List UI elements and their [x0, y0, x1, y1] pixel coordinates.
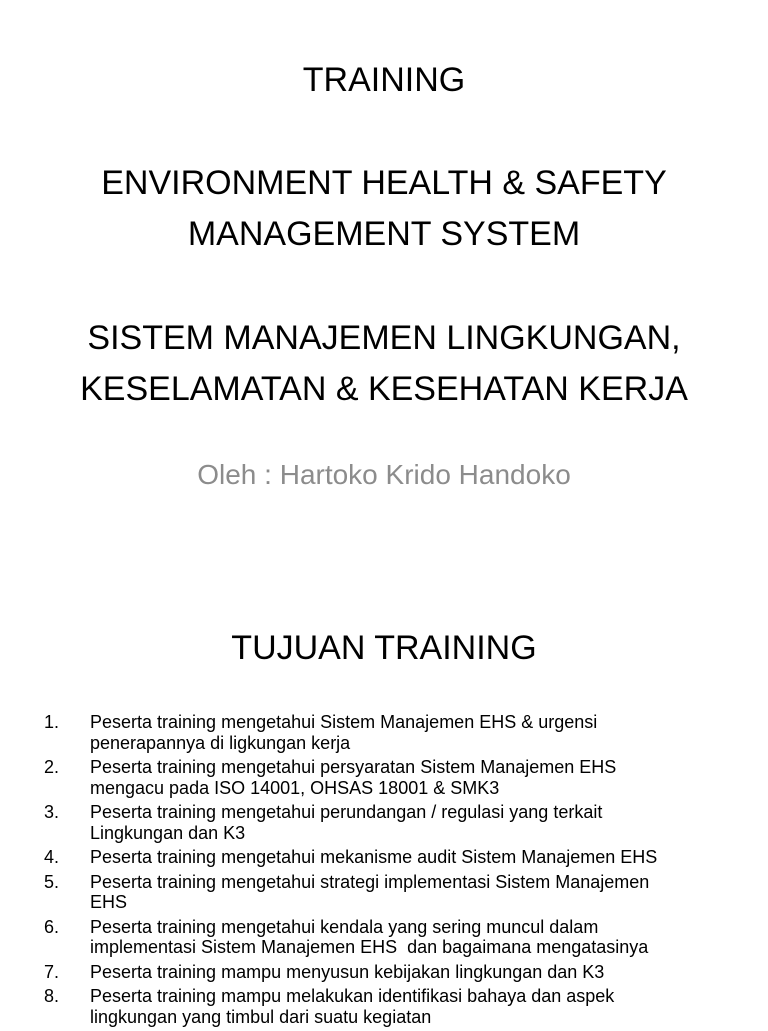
list-item-line: penerapannya di ligkungan kerja	[90, 732, 351, 753]
list-item-number: 3.	[44, 802, 60, 822]
list-item-text	[90, 962, 744, 983]
list-item-line: Peserta training mengetahui persyaratan Sistem Manajemen EHS	[90, 757, 617, 777]
list-item-line: mengacu pada ISO 14001, OHSAS 18001 & SMK3	[90, 777, 500, 798]
title-training: TRAINING	[302, 61, 466, 99]
list-item-text	[90, 847, 744, 868]
objectives-heading: TUJUAN TRAINING	[231, 629, 537, 667]
list-item	[44, 757, 744, 798]
list-item	[44, 986, 744, 1027]
objectives-slide	[0, 600, 768, 1027]
list-item-line: Peserta training mengetahui perundangan / regulasi yang terkait	[90, 802, 603, 822]
list-item-text	[90, 872, 744, 913]
list-item-line: Lingkungan dan K3	[90, 822, 246, 843]
list-item-text	[90, 802, 744, 843]
title-ehs-line1: ENVIRONMENT HEALTH & SAFETY	[101, 164, 667, 202]
list-item	[44, 802, 744, 843]
list-item-line: Peserta training mampu melakukan identifikasi bahaya dan aspek	[90, 986, 615, 1006]
list-item-text	[90, 917, 744, 958]
list-item-line: lingkungan yang timbul dari suatu kegiatan	[90, 1006, 432, 1027]
list-item-text	[90, 986, 744, 1027]
title-indonesian-line1: SISTEM MANAJEMEN LINGKUNGAN,	[87, 319, 681, 357]
author-subtitle: Oleh : Hartoko Krido Handoko	[197, 459, 571, 490]
list-item-number: 7.	[44, 961, 60, 982]
list-item	[44, 917, 744, 958]
list-item-line: Peserta training mengetahui Sistem Manajemen EHS & urgensi	[90, 712, 598, 732]
title-indonesian-line2: KESELAMATAN & KESEHATAN KERJA	[80, 370, 688, 408]
list-item-line: implementasi Sistem Manajemen EHS dan bagaimana mengatasinya	[90, 937, 649, 957]
list-item-line: Peserta training mengetahui mekanisme audit Sistem Manajemen EHS	[90, 847, 658, 867]
list-item	[44, 962, 744, 983]
list-item-line: EHS	[90, 892, 128, 912]
list-item-number: 4.	[44, 847, 60, 867]
list-item	[44, 847, 744, 868]
list-item-number: 2.	[44, 757, 60, 777]
list-item-number: 1.	[44, 712, 60, 732]
list-item-line: Peserta training mengetahui strategi implementasi Sistem Manajemen	[90, 871, 650, 892]
list-item-line: Peserta training mampu menyusun kebijakan lingkungan dan K3	[90, 961, 605, 982]
list-item-line: Peserta training mengetahui kendala yang sering muncul dalam	[90, 916, 599, 937]
objectives-list	[44, 712, 744, 1031]
list-item-text	[90, 712, 744, 753]
list-item	[44, 872, 744, 913]
list-item-number: 8.	[44, 986, 60, 1006]
title-ehs-line2: MANAGEMENT SYSTEM	[187, 215, 581, 253]
list-item-text	[90, 757, 744, 798]
list-item-number: 5.	[44, 871, 60, 892]
list-item	[44, 712, 744, 753]
list-item-number: 6.	[44, 916, 60, 937]
